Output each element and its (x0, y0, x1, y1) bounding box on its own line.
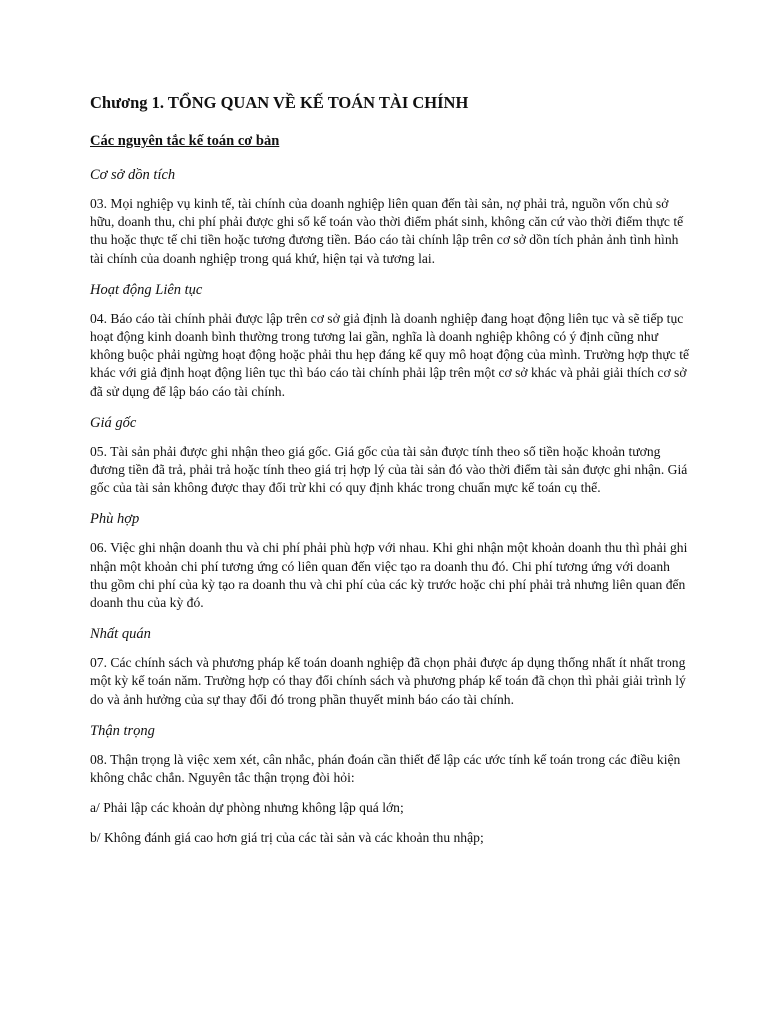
subheading-historical-cost: Giá gốc (90, 414, 137, 431)
section-matching (90, 509, 690, 612)
paragraph-04: 04. Báo cáo tài chính phải được lập trên cơ sở giả định là doanh nghiệp đang hoạt động liên tục và sẽ tiếp tục hoạt động kinh doanh bình thường trong tương lai gần, nghĩa là doanh nghiệp không có ý định cũng như không buộc phải ngừng hoạt động hoặc phải thu hẹp đáng kể quy mô hoạt động của mình. Trường hợp thực tế khác với giả định hoạt động liên tục thì báo cáo tài chính phải lập trên một cơ sở khác và phải giải thích cơ sở đã sử dụng để lập báo cáo tài chính. (90, 310, 690, 399)
paragraph-03: 03. Mọi nghiệp vụ kinh tế, tài chính của doanh nghiệp liên quan đến tài sản, nợ phải trả, nguồn vốn chủ sở hữu, doanh thu, chi phí phải được ghi sổ kế toán vào thời điểm phát sinh, không căn cứ vào thời điểm thực tế thu hoặc thực tế chi tiền hoặc tương đương tiền. Báo cáo tài chính lập trên cơ sở dồn tích phản ảnh tình hình tài chính của doanh nghiệp trong quá khứ, hiện tại và tương lai. (90, 196, 684, 266)
paragraph-07: 07. Các chính sách và phương pháp kế toán doanh nghiệp đã chọn phải được áp dụng thống nhất ít nhất trong một kỳ kế toán năm. Trường hợp có thay đổi chính sách và phương pháp kế toán đã chọn thì phải giải trình lý do và ảnh hưởng của sự thay đổi đó trong phần thuyết minh báo cáo tài chính. (90, 655, 686, 707)
document-page (90, 92, 690, 860)
chapter-title: Chương 1. TỔNG QUAN VỀ KẾ TOÁN TÀI CHÍNH (90, 93, 469, 112)
section-historical-cost (90, 413, 690, 498)
subheading-going-concern: Hoạt động Liên tục (90, 281, 203, 298)
paragraph-08: 08. Thận trọng là việc xem xét, cân nhắc, phán đoán cần thiết để lập các ước tính kế toán trong các điều kiện không chắc chắn. Nguyên tắc thận trọng đòi hỏi: (90, 751, 681, 786)
paragraph-08-a: a/ Phải lập các khoản dự phòng nhưng không lập quá lớn; (90, 800, 404, 816)
subheading-prudence: Thận trọng (90, 722, 155, 739)
section-accrual (90, 165, 690, 268)
subheading-accrual: Cơ sở dồn tích (90, 167, 176, 183)
paragraph-06: 06. Việc ghi nhận doanh thu và chi phí phải phù hợp với nhau. Khi ghi nhận một khoản doanh thu thì phải ghi nhận một khoản chi phí tương ứng có liên quan đến việc tạo ra doanh thu đó. Chi phí tương ứng với doanh thu gồm chi phí của kỳ tạo ra doanh thu và chi phí của các kỳ trước hoặc chi phí phải trả nhưng liên quan đến doanh thu của kỳ đó. (90, 540, 688, 611)
subheading-consistency: Nhất quán (90, 626, 151, 643)
section-consistency (90, 624, 690, 709)
section-title: Các nguyên tắc kế toán cơ bản (90, 133, 280, 149)
section-prudence (90, 721, 690, 848)
paragraph-08-b: b/ Không đánh giá cao hơn giá trị của các tài sản và các khoản thu nhập; (90, 830, 484, 846)
subheading-matching: Phù hợp (90, 511, 140, 528)
section-going-concern (90, 280, 690, 401)
paragraph-05: 05. Tài sản phải được ghi nhận theo giá gốc. Giá gốc của tài sản được tính theo số tiền hoặc khoản tương đương tiền đã trả, phải trả hoặc tính theo giá trị hợp lý của tài sản đó vào thời điểm tài sản được ghi nhận. Giá gốc của tài sản không được thay đổi trừ khi có quy định khác trong chuẩn mực kế toán cụ thể. (90, 443, 688, 496)
